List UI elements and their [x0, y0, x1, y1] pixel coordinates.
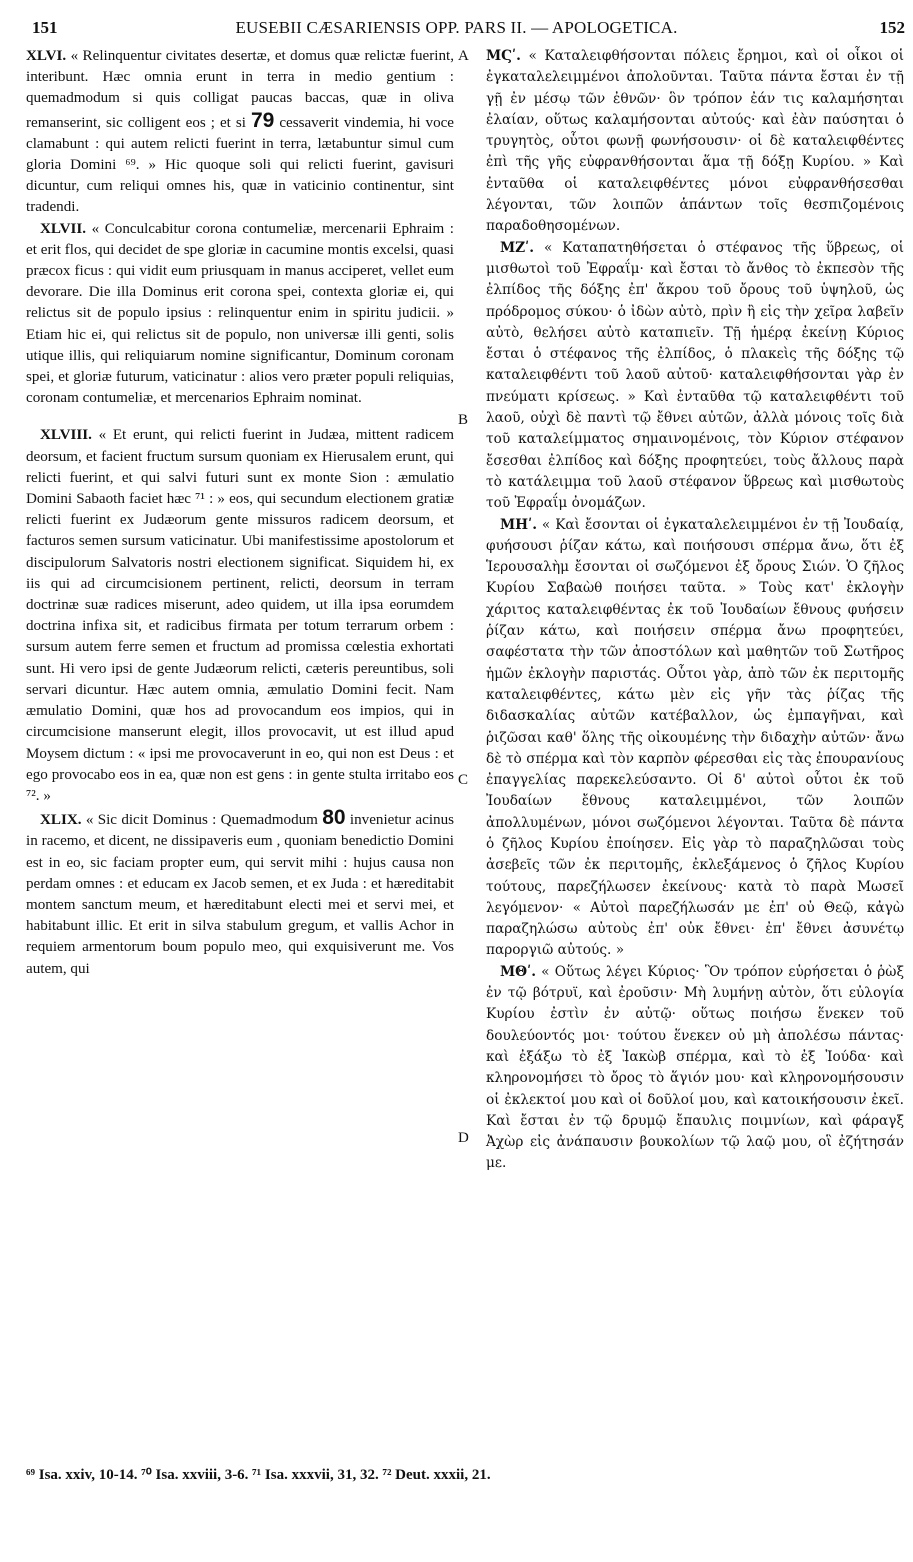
- page-number-left: 151: [32, 18, 58, 37]
- paragraph-text: « Καὶ ἔσονται οἱ ἐγκαταλελειμμένοι ἐν τῇ Ἰουδαίᾳ, φυήσουσι ῥίζαν κάτω, καὶ ποιήσουσι σπέρμα ἄνω, ὅτι ἐξ Ἱερουσαλὴμ ἔσονται οἱ σωζόμενοι ἐξ ὄρους Σιών. Ὁ ζῆλος Κυρίου Σαβαὼθ ποιήσει ταῦτα. » Τοὺς κατ' ἐκλογὴν χάριτος καταλειφθέντας ἐκ τοῦ Ἰουδαίων ἔθνους φυήσειν ῥίζαν κάτω, καὶ ποιήσειν σπέρμα ἄνω προφητεύει, σαφέστατα τὴν τῶν ἀποστόλων καὶ μαθητῶν τοῦ Σωτῆρος ἡμῶν ἐκλογὴν παριστάς. Οὗτοι γὰρ, ἀπὸ τῶν ἐκ περιτομῆς καταλειφθέντες, κάτω μὲν εἰς γῆν τὰς ῥίζας τῆς διδασκαλίας αὐτῶν κατέβαλλον, ὡς ἐμπαγῆναι, καὶ ῥιζῶσαι καθ' ὅλης τῆς οἰκουμένης τὴν διδαχὴν αὐτῶν· ἄνω δὲ τὸ σπέρμα καὶ τὸν καρπὸν φέρεσθαι εἰς τὰς ἐπουρανίους ἐπαγγελίας παρεκελεύσαντο. Οἱ δ' αὐτοὶ οὗτοι ἐκ τοῦ Ἰουδαίων ἔθνους καταλειμμένοι, τῶν λοιπῶν ἀπολλυμένων, μόνοι σωζόμενοι λέγονται. Ταῦτα δὲ πάντα ὁ ζῆλος Κυρίου ἐποίησεν. Εἰς γὰρ τὸ παραζηλῶσαι τοὺς ἀσεβεῖς τῶν ἐκ περιτομῆς, ἐκλεξάμενος ὁ ζῆλος Κυρίου τούτους, παρεζήλωσεν ἐκείνους· κατὰ τὸ παρὰ Μωσεῖ λεγόμενον· « Αὐτοὶ παρεζήλωσάν με ἐπ' οὐ Θεῷ, κἀγὼ παραζηλώσω αὐτοὺς ἐπ' οὐκ ἔθνει· ἐπ' ἔθνει ἀσυνέτῳ παροργιῶ αὐτούς. »: [486, 516, 904, 959]
- chapter-number: XLVII.: [40, 220, 87, 237]
- paragraph-text: « Sic dicit Dominus : Quemadmodum: [85, 812, 318, 829]
- chapter-number: XLVIII.: [40, 427, 92, 444]
- margin-letter-d: D: [458, 1130, 469, 1146]
- chapter-number: ΜΖʹ.: [500, 239, 535, 256]
- latin-paragraph-46: [26, 46, 454, 219]
- chapter-number: ΜΘʹ.: [500, 963, 536, 980]
- chapter-number: XLIX.: [40, 812, 82, 829]
- footnotes: ⁶⁹ Isa. xxiv, 10-14. ⁷⁰ Isa. xxviii, 3-6. ⁷¹ Isa. xxxvii, 31, 32. ⁷² Deut. xxxii, 21.: [26, 1467, 491, 1483]
- paragraph-text: « Conculcabitur corona contumeliæ, mercenarii Ephraim : et erit flos, qui decidet de spe gloriæ in cacumine montis excelsi, quasi præcox ficus : qui vidit eum priusquam in manus acciperet, vellet eum devorare. Die illa Dominus erit corona spei, contexta gloriæ ei, qui relictus sit de populo ipsius : relinquentur enim in spiritu judicii. » Etiam hic ei, qui relictus sit de populo, non universæ illi genti, solis utique illis, qui reliquiarum nomine significantur, Dominum coronam spei, et gloriæ futurum, vaticinatur : alios vero præter populi reliquias, coronam contumeliæ, et mercenarios Ephraim nominat.: [26, 220, 455, 407]
- latin-paragraph-48: [26, 425, 454, 807]
- greek-paragraph-49: [486, 962, 904, 1175]
- greek-paragraph-47: [486, 238, 904, 515]
- paragraph-text: « Et erunt, qui relicti fuerint in Judæa, mittent radicem deorsum, et facient fructum sursum quoniam ex Hierusalem erunt, qui relicti fuerint, et qui salvi futuri sunt ex monte Sion : æmulatio Domini Sabaoth faciet hæc ⁷¹ : » eos, qui secundum electionem gratiæ relicti fuerint ex Judæorum gente missuros radicem deorsum, et facturos semen sursum vaticinatur. Ubi manifestissime apostolorum et discipulorum Salvatoris nostri electionem significat. Siquidem hi, ex iis qui ad circumcisionem pertinent, relicti, deorsum in terram doctrinæ suæ radices miserunt, adeo quidem, ut illa ipsa eorumdem doctrina infixa sit, et radicibus firmata per totum terrarum orbem : sursum autem ferre semen et fructum ad promissa cœlestia exhortati sunt. Hi vero ipsi de gente Judæorum relicti, cæteris pereuntibus, soli servari dicuntur. Hæc autem omnia, æmulatio Domini fecit. Nam æmulatio Domini, quæ hos ad provocandum eos impios, qui in circumcisione manserunt elegit, illos provocavit, ut est illud apud Moysem dictum : « ipsi me provocaverunt in eo, qui non est Deus : et ego provocabo eos in ea, quæ non est gens : in gente stulta irritabo eos ⁷². »: [26, 427, 454, 804]
- paragraph-text: invenietur acinus in racemo, et dicent, ne dissipaveris eum , quoniam benedictio Domini est in eo, sic faciam propter eum, qui servit mihi : hujus causa non perdam omnes : et educam ex Jacob semen, et ex Juda : et hæreditabit montem sanctum meum, et hæreditabunt electi mei et servi mei, et habitabunt illic. Et erit in silva stabulum gregum, et vallis Achor in requiem armentorum boum populo meo, qui exquisiverunt me. Vos autem, qui: [26, 812, 454, 977]
- paragraph-text: « Καταλειφθήσονται πόλεις ἔρημοι, καὶ οἱ οἶκοι οἱ ἐγκαταλελειμμένοι ἀπολοῦνται. Ταῦτα πάντα ἔσται ἐν τῇ γῇ ἐν μέσῳ τῶν ἐθνῶν· ὃν τρόπον ἐάν τις καλαμήσηται ἐλαίαν, οὕτως καλαμήσονται αὐτούς· καὶ ἐὰν παύσηται ὁ τρυγητὸς, οὗτοι φωνῇ φωνήσουσιν· οἱ δὲ καταλειφθέντες ἐπὶ τῆς γῆς εὐφρανθήσονται ἅμα τῇ δόξῃ Κυρίου. » Καὶ ἐνταῦθα οἱ καταλειφθέντες μόνοι εὐφρανθήσεσθαι λέγονται, τῶν λοιπῶν ἁπάντων τοῖς θεσπιζομένοις παραδοθησομένων.: [486, 48, 904, 235]
- chapter-number: ΜΗʹ.: [500, 516, 537, 533]
- greek-paragraph-46: [486, 46, 904, 238]
- paragraph-text: « Καταπατηθήσεται ὁ στέφανος τῆς ὕβρεως, οἱ μισθωτοὶ τοῦ Ἐφραΐμ· καὶ ἔσται τὸ ἄνθος τὸ ἐκπεσὸν τῆς ἐλπίδος τῆς δόξης ἐπ' ἄκρου τοῦ ὄρους τοῦ ὑψηλοῦ, ὡς πρόδρομος σύκου· ὁ ἰδὼν αὐτὸ, πρὶν ἢ εἰς τὴν χεῖρα λαβεῖν αὐτὸ, θελήσει αὐτὸ καταπιεῖν. Τῇ ἡμέρᾳ ἐκείνῃ Κύριος ἔσται ὁ στέφανος τῆς ἐλπίδος, ὁ πλακεὶς τῆς δόξης τῷ καταλειφθέντι τοῦ λαοῦ αὐτοῦ· καταλειφθήσονται γὰρ ἐν πνεύματι κρίσεως. » Καὶ ἐνταῦθα τῷ καταλειφθέντι τοῦ λαοῦ, οὐχὶ δὲ παντὶ τῷ ἔθνει αὐτῶν, ἀλλὰ μόνοις τοῖς διὰ τοῦ καταλείμματος σημαινομένοις, τὸν Κύριον στέφανον ἔσεσθαι ἐλπίδος καὶ δόξης προφητεύει, τοὺς ἄλλους παρὰ τὸ κατάλειμμα τοῦ λαοῦ στέφανον ὕβρεως καὶ μισθωτοὺς τοῦ Ἐφραΐμ ὀνομάζων.: [486, 239, 904, 512]
- page-number-right: 152: [879, 18, 905, 37]
- greek-column: [486, 46, 904, 1175]
- paragraph-text: « Οὕτως λέγει Κύριος· Ὃν τρόπον εὑρήσεται ὁ ῥὼξ ἐν τῷ βότρυϊ, καὶ ἐροῦσιν· Μὴ λυμήνῃ αὐτὸν, ὅτι εὐλογία Κυρίου ἐστὶν ἐν αὐτῷ· οὕτως ποιήσω ἕνεκεν τοῦ δουλεύοντός μοι· τούτου ἕνεκεν οὐ μὴ ἀπολέσω πάντας· καὶ ἐξάξω τὸ ἐξ Ἰακὼβ σπέρμα, καὶ τὸ ἐξ Ἰούδα· καὶ κληρονομήσει τὸ ὄρος τὸ ἅγιόν μου· καὶ κληρονομήσουσιν οἱ ἐκλεκτοί μου καὶ οἱ δοῦλοί μου, καὶ κατοικήσουσιν ἐκεῖ. Καὶ ἔσται ἐν τῷ δρυμῷ ἔπαυλις ποιμνίων, καὶ φάραγξ Ἀχὼρ εἰς ἀνάπαυσιν βουκολίων τῷ λαῷ μου, οἳ ἐζήτησάν με.: [486, 963, 904, 1172]
- chapter-number: XLVI.: [26, 48, 67, 64]
- paragraph-text: « Relinquentur civitates desertæ, et domus quæ relictæ fuerint, interibunt. Hæc omnia erunt in terra in medio gentium : quemadmodum si quis colligat paucas baccas, quæ in oliva remanserint, sic colligent eos ; et si: [26, 48, 454, 131]
- latin-paragraph-47: [26, 219, 454, 410]
- margin-letter-b: B: [458, 412, 469, 428]
- running-title: EUSEBII CÆSARIENSIS OPP. PARS II. — APOLOGETICA.: [235, 18, 678, 37]
- greek-paragraph-48: [486, 515, 904, 962]
- paragraph-text: cessaverit vindemia, hi voce clamabunt : qui autem relicti fuerint in terra, lætabuntur simul cum gloria Domini ⁶⁹. » Hic quoque soli qui relicti fuerint, gavisuri dicuntur, cum reliqui omnes his, quæ in vaticinio continentur, sint tradendi.: [26, 114, 455, 216]
- edition-page-marker: 79: [250, 108, 275, 132]
- latin-paragraph-49: [26, 807, 454, 980]
- edition-page-marker: 80: [322, 806, 346, 830]
- chapter-number: ΜϚʹ.: [486, 48, 521, 64]
- latin-column: [26, 46, 454, 980]
- margin-letter-c: C: [458, 772, 469, 788]
- running-header: [8, 8, 905, 40]
- margin-letter-a: A: [458, 48, 469, 64]
